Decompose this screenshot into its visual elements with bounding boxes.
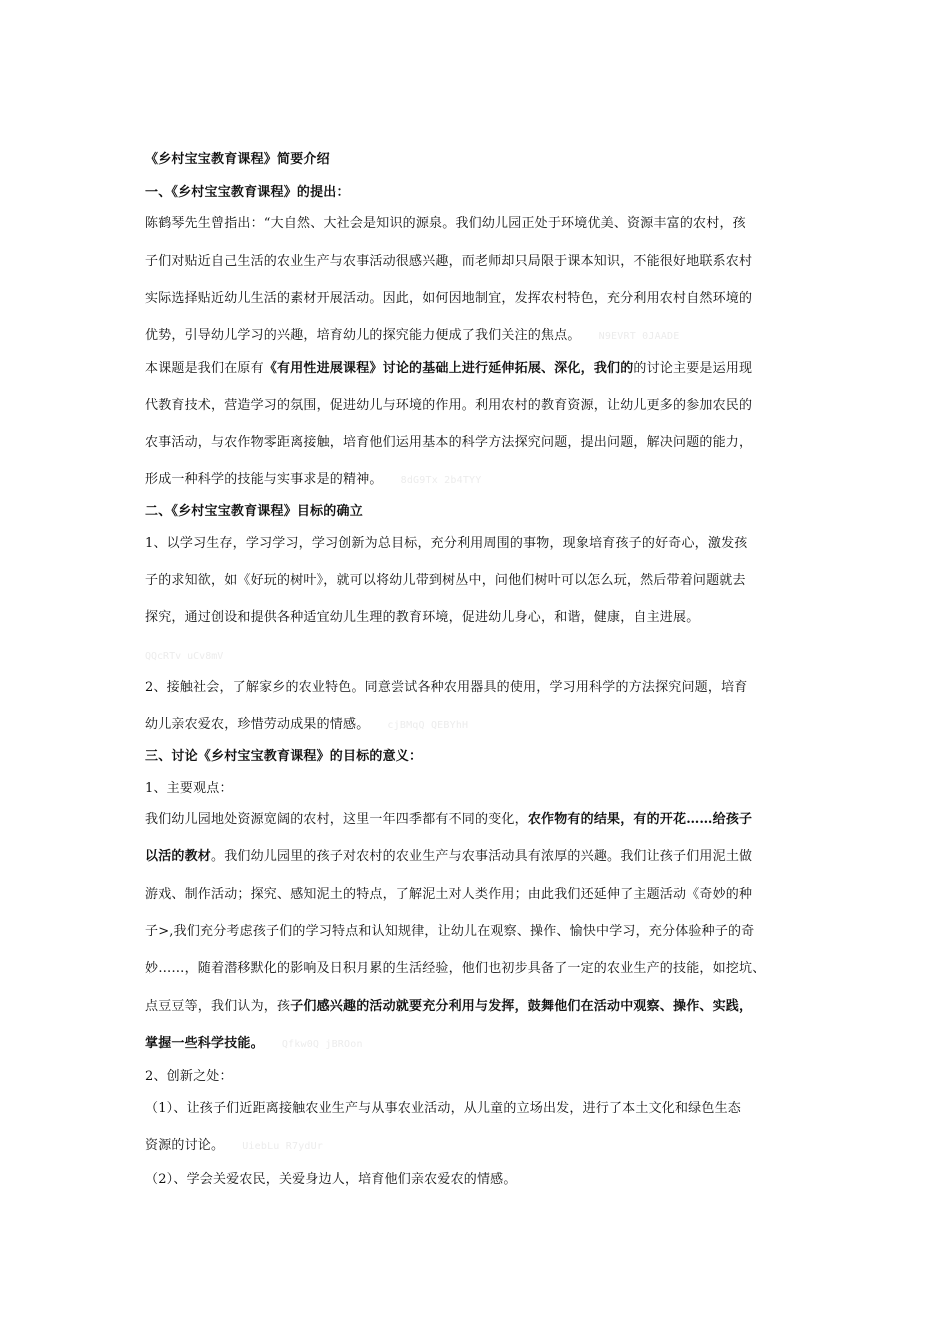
watermark-text: 8dG9Tx 2b4TYY [400,475,482,486]
paragraph-line: （1）、让孩子们近距离接触农业生产与从事农业活动，从儿童的立场出发，进行了本土文化和绿色生态 [145,1101,741,1116]
paragraph-text: 点豆豆等，我们认为，孩 [145,999,291,1014]
paragraph-line: 子们对贴近自己生活的农业生产与农事活动很感兴趣，而老师却只局限于课本知识，不能很好地联系农村 [145,254,753,269]
paragraph-line: 妙……，随着潜移默化的影响及日积月累的生活经验，他们也初步具备了一定的农业生产的技能，如挖坑、 [145,961,766,976]
paragraph-line: 探究，通过创设和提供各种适宜幼儿生理的教育环境，促进幼儿身心，和谐，健康，自主进展。 [145,610,700,625]
paragraph-line [145,1137,805,1156]
paragraph-text: 资源的讨论。 [145,1138,225,1153]
paragraph-line: 实际选择贴近幼儿生活的素材开展活动。因此，如何因地制宜，发挥农村特色，充分利用农村自然环境的 [145,291,753,306]
paragraph-line: 游戏、制作活动；探究、感知泥土的特点，了解泥土对人类作用；由此我们还延伸了主题活动《奇妙的种 [145,887,753,902]
subheading: 2、创新之处： [145,1069,233,1084]
paragraph-line [145,1035,805,1054]
paragraph-line: 子的求知欲，如《好玩的树叶》，就可以将幼儿带到树丛中，问他们树叶可以怎么玩，然后带着问题就去 [145,573,746,588]
emphasis-text: 子们感兴趣的活动就要充分利用与发挥，鼓舞他们在活动中观察、操作、实践， [290,999,753,1014]
paragraph-text: 本课题是我们在原有 [145,361,264,376]
subheading: 1、主要观点： [145,781,233,796]
paragraph-line [145,327,805,346]
watermark-text: UiebLu R7ydUr [242,1141,324,1152]
paragraph-text: 我们幼儿园地处资源宽阔的农村，这里一年四季都有不同的变化， [145,812,528,827]
paragraph-text: 形成一种科学的技能与实事求是的精神。 [145,472,383,487]
section-2-heading: 二、《乡村宝宝教育课程》目标的确立 [145,504,363,519]
watermark-text: QQcRTv uCv8mV [145,651,224,662]
paragraph-text: 。我们幼儿园里的孩子对农村的农业生产与农事活动具有浓厚的兴趣。我们让孩子们用泥土做 [211,849,753,864]
paragraph-line: 1、以学习生存，学习学习，学习创新为总目标，充分利用周围的事物，现象培育孩子的好奇心，激发孩 [145,536,748,551]
paragraph-text: 幼儿亲农爱农，珍惜劳动成果的情感。 [145,717,370,732]
paragraph-line: 子>,我们充分考虑孩子们的学习特点和认知规律，让幼儿在观察、操作、愉快中学习，充分体验种子的奇 [145,924,755,939]
paragraph-line: 代教育技术，营造学习的氛围，促进幼儿与环境的作用。利用农村的教育资源，让幼儿更多的参加农民的 [145,398,753,413]
paragraph-line: 农事活动，与农作物零距离接触，培育他们运用基本的科学方法探究问题，提出问题，解决问题的能力， [145,435,753,450]
watermark-text: Qfkw0Q jBROon [281,1039,363,1050]
paragraph-line [145,360,805,378]
paragraph-text: 的讨论主要是运用现 [633,361,753,376]
emphasis-text: 以活的教材 [145,849,212,864]
watermark-text: N9EVRT 0JAADE [598,331,680,342]
paragraph-line [145,716,805,735]
section-3-heading: 三、讨论《乡村宝宝教育课程》的目标的意义： [145,749,423,764]
paragraph-line: 陈鹤琴先生曾指出：“大自然、大社会是知识的源泉。我们幼儿园正处于环境优美、资源丰富的农村，孩 [145,216,746,231]
paragraph-text: 优势，引导幼儿学习的兴趣，培育幼儿的探究能力便成了我们关注的焦点。 [145,328,581,343]
section-1-heading: 一、《乡村宝宝教育课程》的提出： [145,185,350,200]
emphasis-text: 农作物有的结果，有的开花……给孩子 [527,812,753,827]
paragraph-line: 2、接触社会，了解家乡的农业特色。同意尝试各种农用器具的使用，学习用科学的方法探究问题，培育 [145,680,748,695]
paragraph-line: （2）、学会关爱农民，关爱身边人，培育他们亲农爱农的情感。 [145,1172,517,1187]
paragraph-line [145,998,805,1016]
document-title: 《乡村宝宝教育课程》简要介绍 [145,152,330,167]
emphasis-text: 《有用性进展课程》讨论的基础上进行延伸拓展、深化，我们的 [263,361,634,376]
watermark-text: cjBMqQ QEBYhH [387,720,469,731]
paragraph-line [145,811,805,829]
paragraph-line [145,848,805,866]
paragraph-line [145,471,805,490]
emphasis-text: 掌握一些科学技能。 [145,1036,264,1051]
